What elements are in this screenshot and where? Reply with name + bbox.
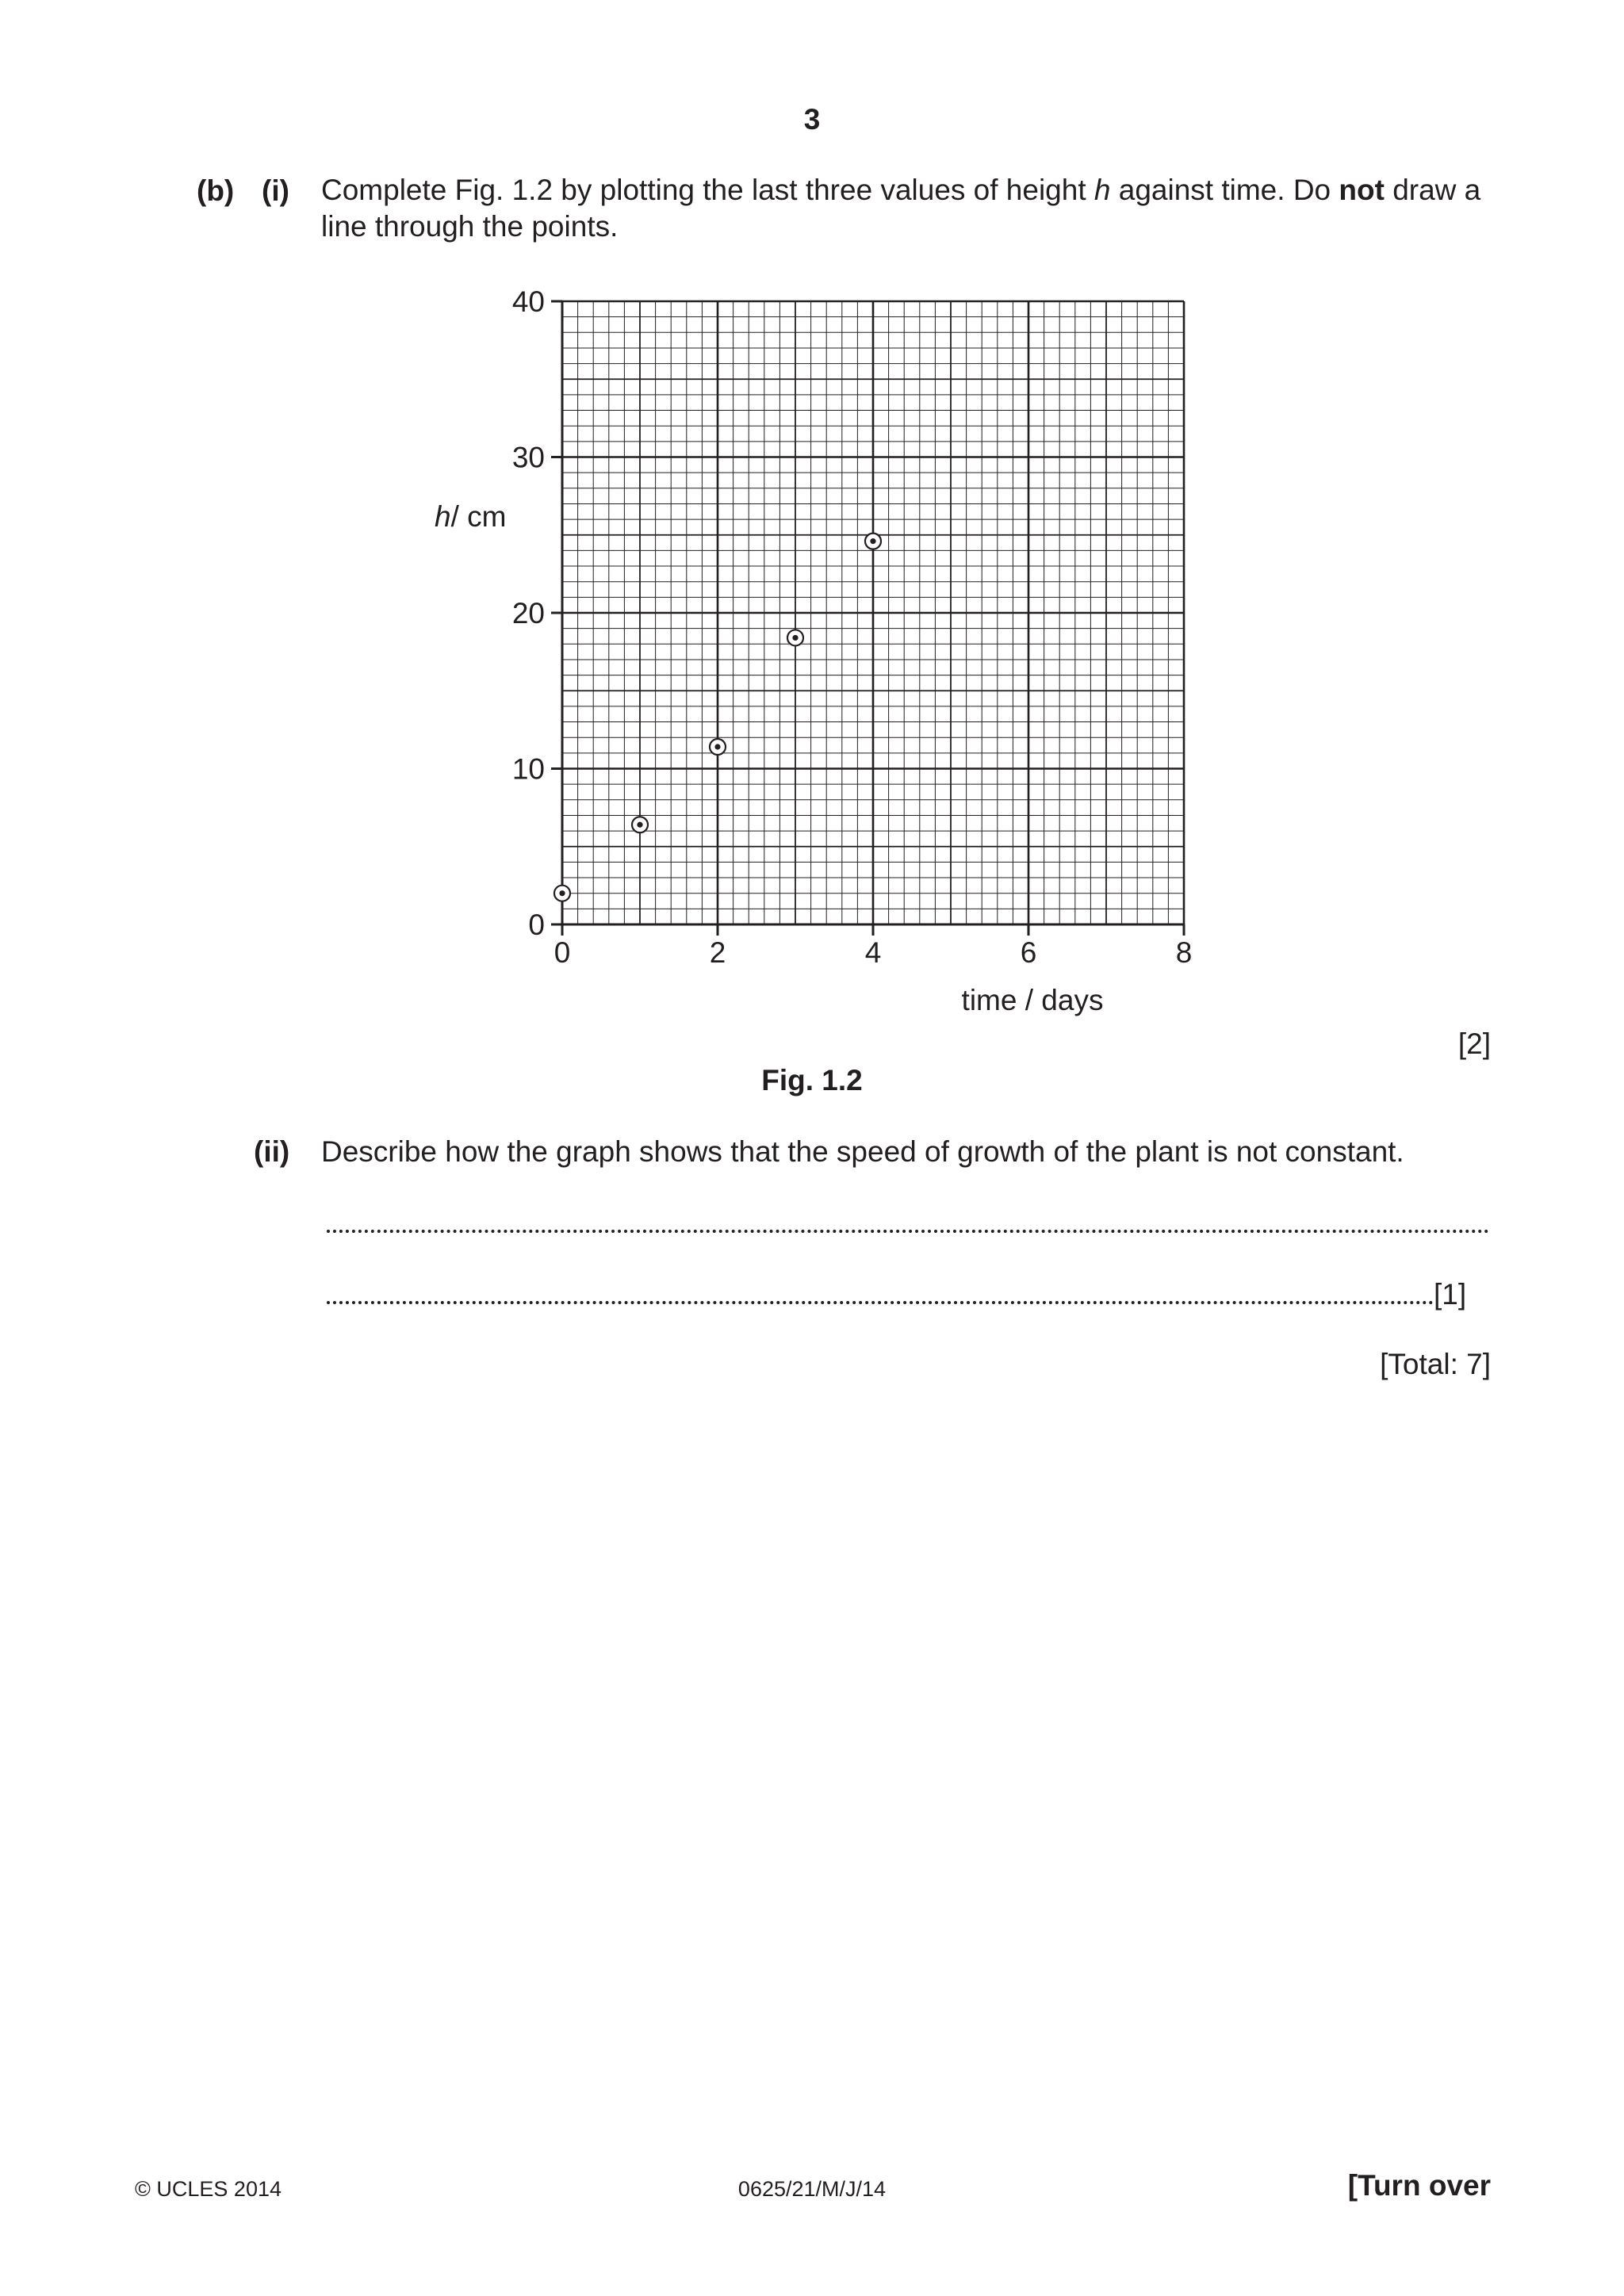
x-tick-label: 8 (1175, 936, 1193, 969)
data-point (865, 534, 881, 549)
data-point (632, 817, 648, 832)
total-marks: [Total: 7] (1380, 1348, 1491, 1380)
x-tick-label: 0 (553, 936, 571, 969)
y-tick-label: 20 (511, 597, 545, 629)
data-point-dot (870, 538, 875, 544)
subpart-ii-label: (ii) (254, 1135, 290, 1168)
page-number: 3 (803, 103, 821, 136)
question-text-part-3: draw a line through the points. (321, 174, 1481, 243)
data-point-dot (559, 890, 565, 896)
answer-line-1[interactable] (327, 1207, 1489, 1240)
answer-line-2[interactable] (327, 1278, 1489, 1311)
data-point-dot (792, 635, 798, 641)
x-tick-label: 2 (709, 936, 726, 969)
subpart-i-label: (i) (262, 174, 289, 207)
data-point (554, 886, 570, 901)
data-point-dot (637, 822, 642, 828)
y-axis-label-unit: / cm (450, 500, 507, 533)
y-axis-label (435, 500, 506, 533)
question-text-not: not (1339, 174, 1385, 206)
question-text-part-1: Complete Fig. 1.2 by plotting the last three values of height (321, 174, 1094, 206)
x-tick-label: 4 (864, 936, 882, 969)
tick-labels (512, 285, 1192, 969)
figure-caption: Fig. 1.2 (761, 1064, 863, 1096)
dotted-line (327, 1301, 1434, 1304)
data-point (787, 629, 803, 645)
fig-1-2-chart (0, 0, 1624, 1031)
data-point (710, 739, 726, 755)
y-axis-label-h: h (435, 500, 451, 533)
marks-ii: [1] (1434, 1278, 1467, 1311)
turn-over-label: [Turn over (1347, 2169, 1491, 2202)
tick-marks (551, 301, 1184, 936)
x-axis-label: time / days (961, 984, 1104, 1016)
footer-code: 0625/21/M/J/14 (737, 2177, 887, 2201)
y-tick-label: 30 (511, 441, 545, 474)
subpart-ii-question-text: Describe how the graph shows that the speed of growth of the plant is not constant. (321, 1135, 1404, 1168)
y-tick-label: 10 (511, 752, 545, 786)
question-text-part-2: against time. Do (1110, 174, 1339, 206)
y-tick-label: 0 (528, 909, 545, 941)
footer-copyright: © UCLES 2014 (135, 2177, 282, 2201)
question-text-h: h (1094, 174, 1111, 206)
data-point-dot (714, 744, 720, 749)
dotted-line (327, 1230, 1489, 1233)
question-part-label: (b) (197, 174, 235, 207)
x-tick-label: 6 (1020, 936, 1037, 969)
y-tick-label: 40 (511, 285, 545, 318)
marks-i: [2] (1457, 1027, 1491, 1060)
